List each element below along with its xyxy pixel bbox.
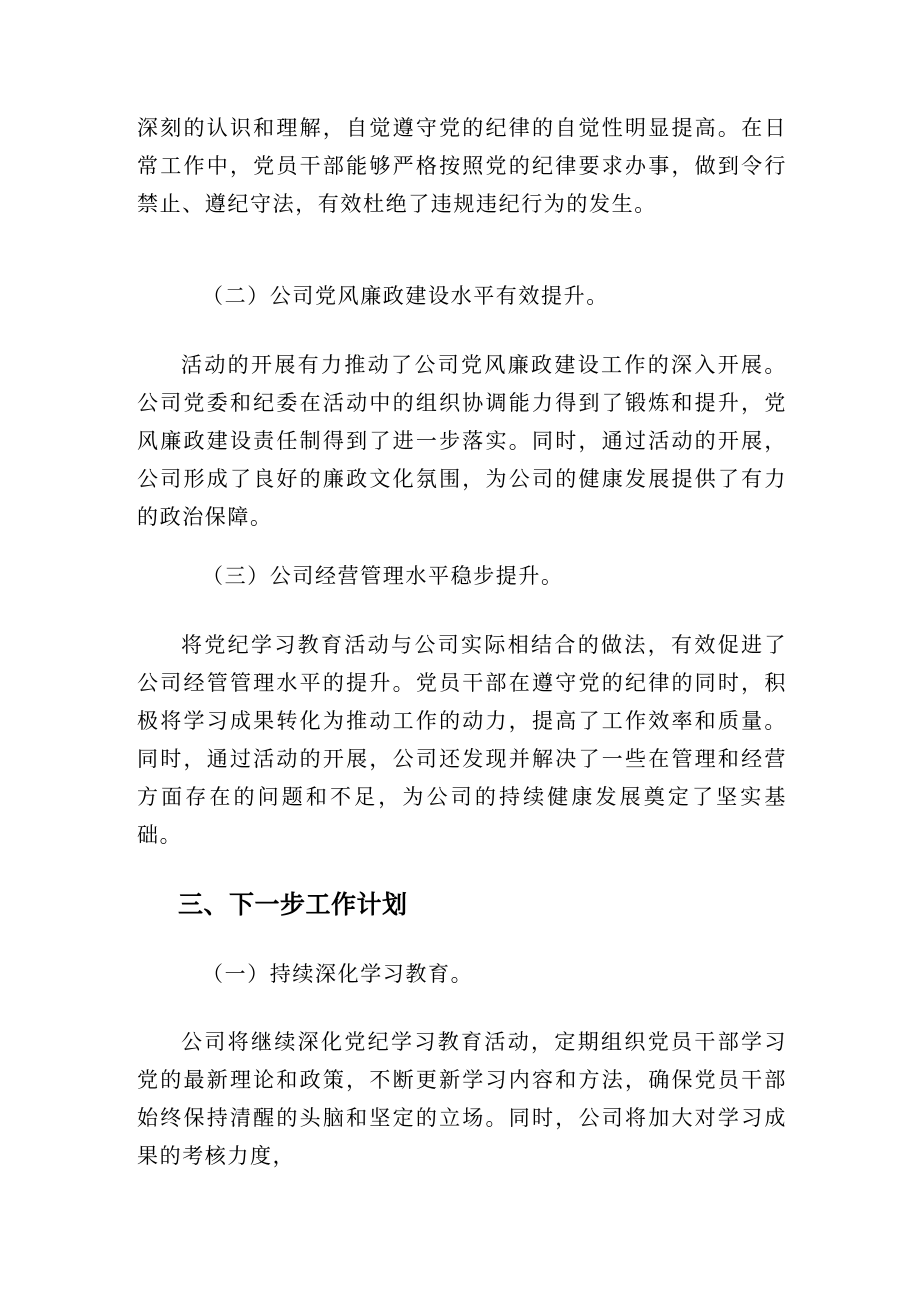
subheading-deepen-learning: （一）持续深化学习教育。 [202,962,474,986]
subheading-party-conduct: （二）公司党风廉政建设水平有效提升。 [202,284,609,308]
subheading-business-management: （三）公司经营管理水平稳步提升。 [202,564,564,588]
continuation-paragraph: 深刻的认识和理解，自觉遵守党的纪律的自觉性明显提高。在日常工作中，党员干部能够严格按照党的纪律要求办事，做到令行禁止、遵纪守法，有效杜绝了违规违纪行为的发生。 [137,116,787,216]
paragraph-deepen-learning: 公司将继续深化党纪学习教育活动，定期组织党员干部学习党的最新理论和政策，不断更新学习内容和方法，确保党员干部始终保持清醒的头脑和坚定的立场。同时，公司将加大对学习成果的考核力度， [137,1030,787,1168]
paragraph-business-management: 将党纪学习教育活动与公司实际相结合的做法，有效促进了公司经管管理水平的提升。党员干部在遵守党的纪律的同时，积极将学习成果转化为推动工作的动力，提高了工作效率和质量。同时，通过活动的开展，公司还发现并解决了一些在管理和经营方面存在的问题和不足，为公司的持续健康发展奠定了坚实基础。 [137,633,787,847]
section-heading-next-steps: 三、下一步工作计划 [178,890,408,919]
paragraph-party-conduct: 活动的开展有力推动了公司党风廉政建设工作的深入开展。公司党委和纪委在活动中的组织协调能力得到了锻炼和提升，党风廉政建设责任制得到了进一步落实。同时，通过活动的开展，公司形成了良好的廉政文化氛围，为公司的健康发展提供了有力的政治保障。 [137,353,787,529]
